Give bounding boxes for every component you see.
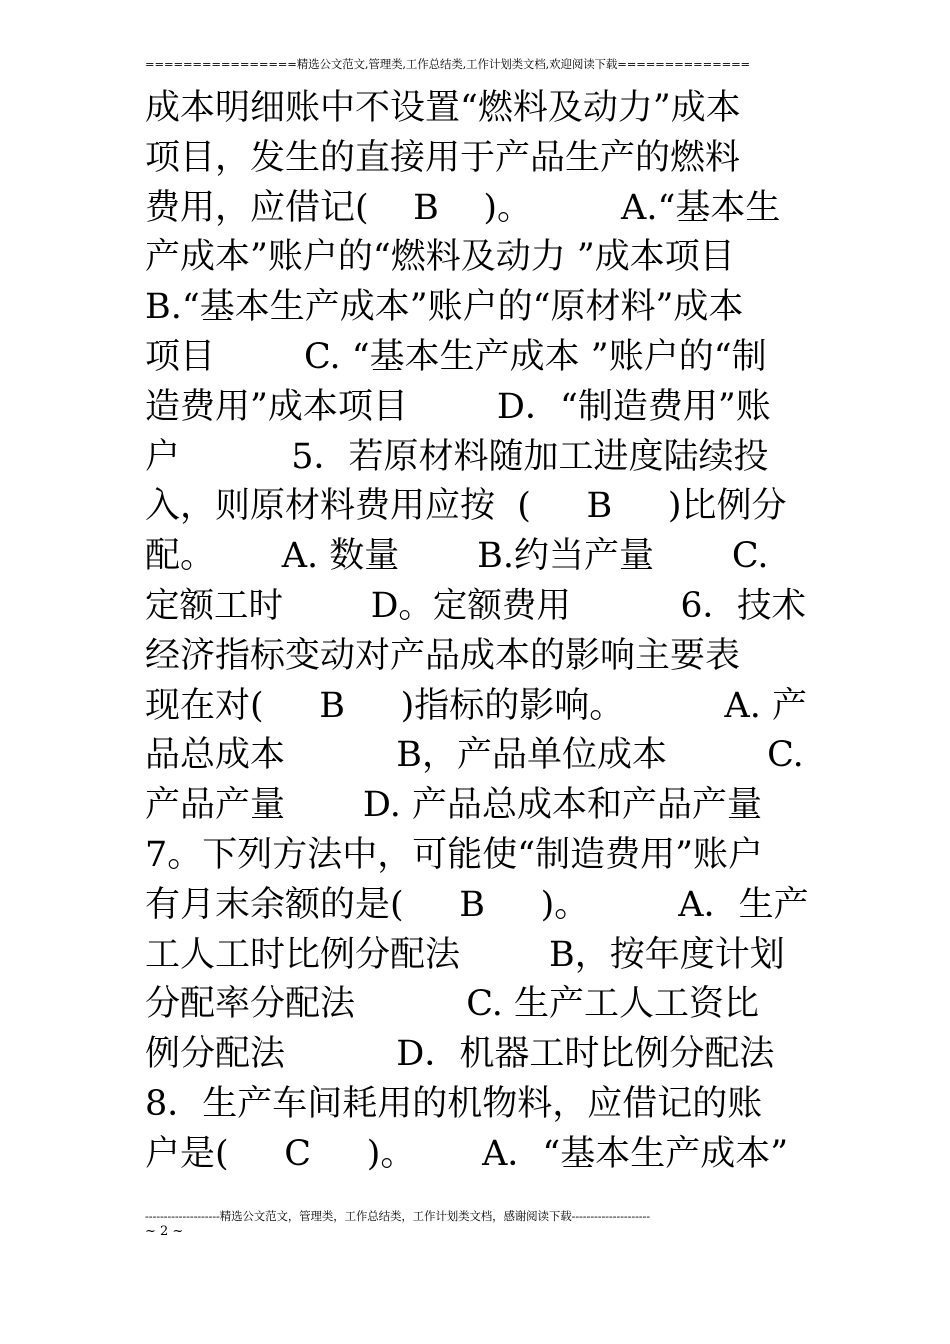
body-line: 例分配法 D．机器工时比例分配法 [145,1034,775,1075]
body-line: 项目 C. “基本生产成本 ”账户的“制 [145,336,767,377]
body-line: 品总成本 B，产品单位成本 C. [145,735,804,776]
header-banner: ================精选公文范文,管理类,工作总结类,工作计划类文档,欢迎阅读下载============== [145,57,751,71]
body-line: 定额工时 D。定额费用 6．技术 [145,585,807,626]
body-line: 配。 A. 数量 B.约当产量 C. [145,536,769,577]
body-line: B.“基本生产成本”账户的“原材料”成本 [145,287,744,328]
body-line: 有月末余额的是( B )。 A．生产 [145,884,809,925]
body-line: 成本明细账中不设置“燃料及动力”成本 [145,88,741,128]
body-line: 产品产量 D. 产品总成本和产品产量 [145,785,762,826]
document-body [145,84,813,1180]
page-number: ~ 2 ~ [145,1224,184,1239]
body-line: 8．生产车间耗用的机物料，应借记的账 [145,1083,763,1124]
body-line: 产成本”账户的“燃料及动力 ”成本项目 [145,237,735,278]
body-line: 费用，应借记( B )。 A.“基本生 [145,187,781,228]
body-line: 现在对( B )指标的影响。 A. 产 [145,685,807,726]
body-line: 入，则原材料费用应按 ( B )比例分 [145,486,787,527]
body-line: 分配率分配法 C. 生产工人工资比 [145,984,760,1025]
footer-banner: --------------------精选公文范文，管理类，工作总结类，工作计划类文档，感谢阅读下载--------------------- [145,1209,651,1223]
body-line: 7。下列方法中，可能使“制造费用”账户 [145,834,764,875]
body-line: 户是( C )。 A．“基本生产成本” [145,1133,789,1174]
body-line: 工人工时比例分配法 B，按年度计划 [145,934,785,975]
body-line: 户 5．若原材料随加工进度陆续投 [145,436,769,477]
body-line: 造费用”成本项目 D．“制造费用”账 [145,386,771,427]
body-line: 项目，发生的直接用于产品生产的燃料 [145,137,741,178]
body-line: 经济指标变动对产品成本的影响主要表 [145,635,741,676]
